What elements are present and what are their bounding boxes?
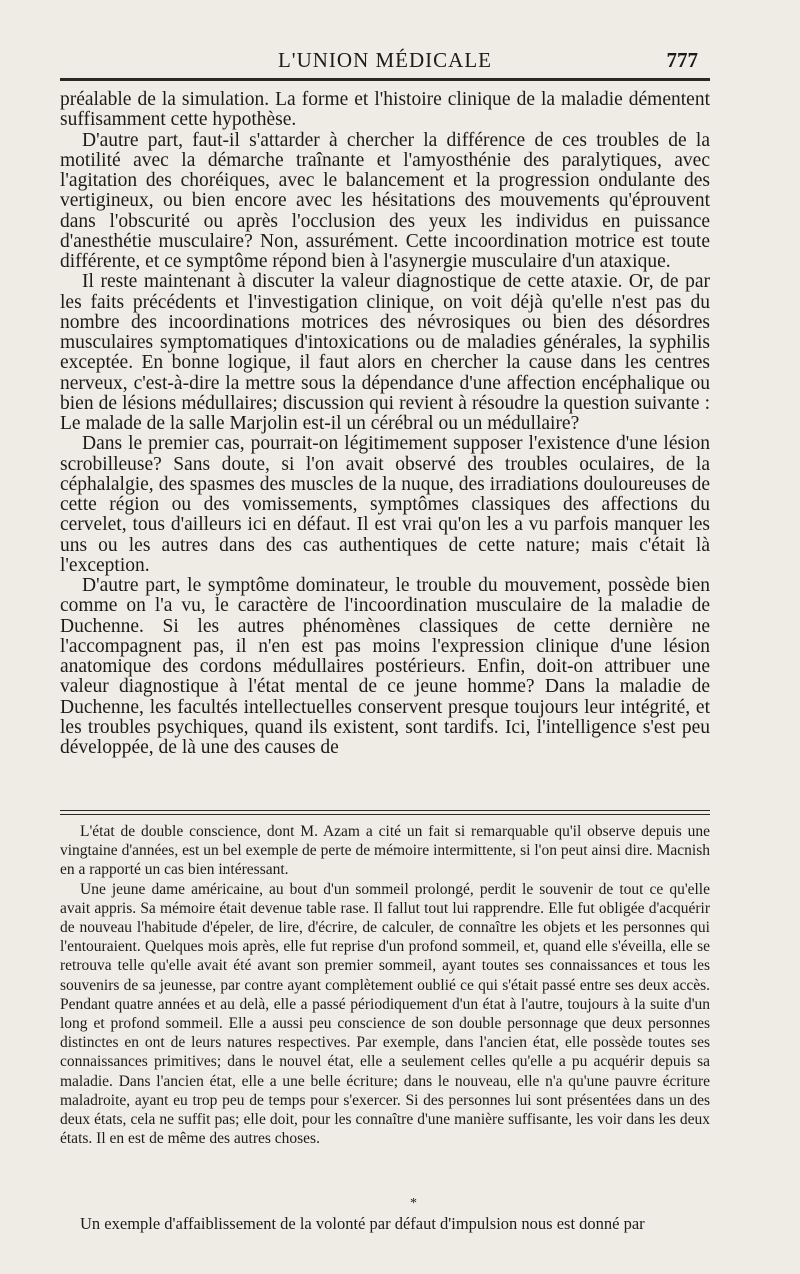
paragraph: D'autre part, faut-il s'attarder à chercher la différence de ces troubles de la motilité avec la démarche traînante et l'amyosthénie des paralytiques, avec l'agitation des choréiques, avec le balancement et la progression ondulante des vertigineux, ou bien encore avec les hésitations des mouvements qu'éprouvent dans l'obscurité ou après l'occlusion des yeux les individus en puissance d'anesthétie musculaire? Non, assurément. Cette incoordination motrice est toute différente, et ce symptôme répond bien à l'asynergie musculaire d'un ataxique. <box>60 129 710 272</box>
paragraph: Dans le premier cas, pourrait-on légitimement supposer l'existence d'une lésion scrobilleuse? Sans doute, si l'on avait observé des troubles oculaires, de la céphalalgie, des spasmes des muscles de la nuque, des irradiations douloureuses de cette région ou des vomissements, symptômes classiques des affections du cervelet, tous d'ailleurs ici en défaut. Il est vrai qu'on les a vu parfois manquer les uns ou les autres dans des cas authentiques de cette nature; mais c'était là l'exception. <box>60 433 710 576</box>
main-text <box>60 90 710 758</box>
footnote-separator <box>60 810 710 815</box>
paragraph: préalable de la simulation. La forme et l'histoire clinique de la maladie démentent suffisamment cette hypothèse. <box>60 89 710 131</box>
footnote-paragraph: Une jeune dame américaine, au bout d'un sommeil prolongé, perdit le souvenir de tout ce qu'elle avait appris. Sa mémoire était devenue table rase. Il fallut tout lui rapprendre. Elle fut obligée d'acquérir de nouveau l'habitude d'épeler, de lire, d'écrire, de calculer, de connaître les objets et les personnes qui l'entouraient. Quelques mois après, elle fut reprise d'un profond sommeil, et, quand elle s'éveilla, elle se retrouva telle qu'elle avait été avant son premier sommeil, ayant toutes ses connaissances et tous les souvenirs de sa jeunesse, par contre ayant complètement oublié ce qui s'était passé entre ses deux accès. Pendant quatre années et au delà, elle a passé périodiquement d'un état à l'autre, toujours à la suite d'un long et profond sommeil. Elle a aussi peu conscience de son double personnage que deux personnes distinctes en ont de leurs natures respectives. Par exemple, dans l'ancien état, elle possède toutes ses connaissances primitives; dans le nouvel état, elle a seulement celles qu'elle a pu acquérir depuis sa maladie. Dans l'ancien état, elle a une belle écriture; dans le nouveau, elle n'a qu'une pauvre écriture maladroite, ayant eu trop peu de temps pour s'exercer. Si des personnes lui sont présentées dans un des deux états, cela ne suffit pas; elle doit, pour les connaître d'une manière suffisante, les voir dans les deux états. Il en est de même des autres choses. <box>60 880 710 1148</box>
footnote-marker: * <box>410 1196 417 1211</box>
running-header <box>60 44 710 81</box>
footnote-paragraph: L'état de double conscience, dont M. Azam a cité un fait si remarquable qu'il observe depuis une vingtaine d'années, est un bel exemple de perte de mémoire intermittente, si l'on peut ainsi dire. Macnish en a rapporté un cas bien intéressant. <box>60 823 710 879</box>
footnote <box>60 822 710 1148</box>
page-number: 777 <box>666 48 698 72</box>
paragraph: Il reste maintenant à discuter la valeur diagnostique de cette ataxie. Or, de par les faits précédents et l'investigation clinique, on voit déjà qu'elle n'est pas du nombre des incoordinations motrices des névrosiques ou bien des désordres musculaires symptomatiques d'intoxications ou de maladies générales, la syphilis exceptée. En bonne logique, il faut alors en chercher la cause dans les centres nerveux, c'est-à-dire la mettre sous la dépendance d'une affection encéphalique ou bien de lésions médullaires; discussion qui revient à résoudre la question suivante : Le malade de la salle Marjolin est-il un cérébral ou un médullaire? <box>60 271 710 434</box>
journal-title: L'UNION MÉDICALE <box>277 48 492 72</box>
continuation-line: Un exemple d'affaiblissement de la volonté par défaut d'impulsion nous est donné par <box>80 1214 645 1233</box>
paragraph: D'autre part, le symptôme dominateur, le trouble du mouvement, possède bien comme on l'a vu, le caractère de l'incoordination musculaire de la maladie de Duchenne. Si les autres phénomènes classiques de cette dernière ne l'accompagnent pas, il n'en est pas moins l'expression clinique d'une lésion anatomique des cordons médullaires postérieurs. Enfin, doit-on attribuer une valeur diagnostique à l'état mental de ce jeune homme? Dans la maladie de Duchenne, les facultés intellectuelles conservent presque toujours leur intégrité, et les troubles psychiques, quand ils existent, sont tardifs. Ici, l'intelligence s'est peu développée, de là une des causes de <box>60 575 710 758</box>
